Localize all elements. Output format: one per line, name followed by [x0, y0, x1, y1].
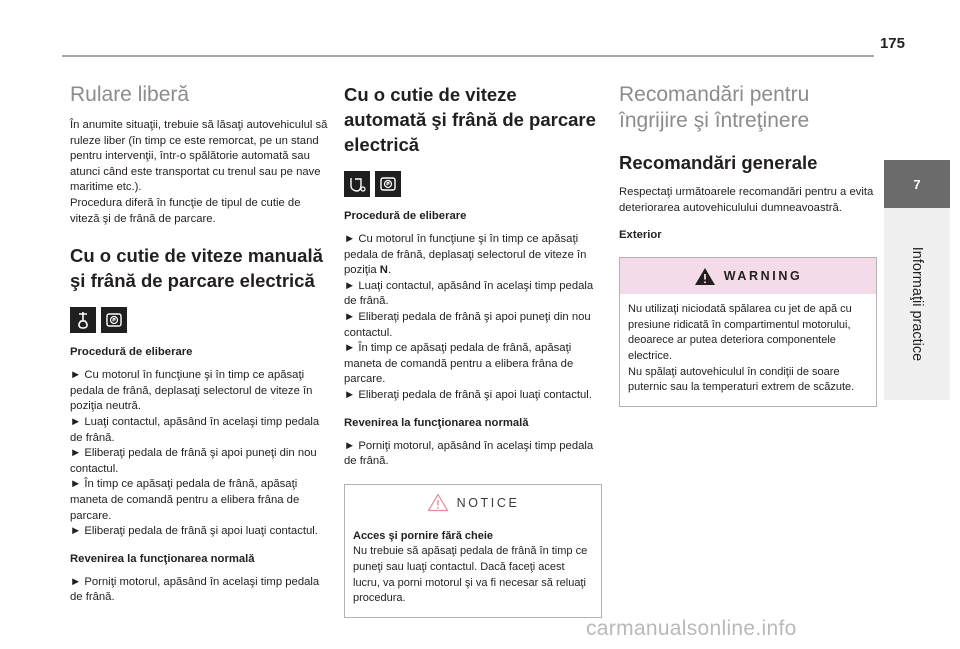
return-steps — [70, 575, 328, 606]
chapter-label-tab — [884, 208, 950, 400]
exterior-title: Exterior — [619, 229, 662, 242]
step: ► Eliberaţi pedala de frână şi apoi puneţi din nou contactul. — [70, 447, 317, 475]
icon-row — [70, 307, 328, 333]
section-title-free-wheeling: Rulare liberă — [70, 83, 190, 106]
automatic-gear-selector-icon — [344, 171, 370, 197]
notice-text: Nu trebuie să apăsaţi pedala de frână în timp ce puneţi sau luaţi contactul. Dacă faceţi acest lucru, va porni motorul şi va fi necesar să reluaţi procedura. — [353, 545, 588, 605]
notice-header — [345, 485, 601, 521]
chapter-label: Informaţii practice — [909, 246, 925, 362]
step — [344, 232, 602, 279]
return-normal-title: Revenirea la funcţionarea normală — [344, 416, 529, 429]
parking-brake-icon — [375, 171, 401, 197]
icon-row — [344, 171, 602, 197]
recommendations-intro: Respectaţi următoarele recomandări pentru a evita deteriorarea autovehiculului dumneavoastră. — [619, 186, 874, 214]
step: ► Eliberaţi pedala de frână şi apoi puneţi din nou contactul. — [344, 310, 591, 339]
column-automatic-gearbox — [344, 82, 602, 618]
step: ► În timp ce apăsaţi pedala de frână, apăsaţi maneta de comandă pentru a elibera frâna de parcare. — [70, 478, 300, 522]
step: ► Porniţi motorul, apăsând în acelaşi timp pedala de frână. — [70, 575, 320, 604]
step: ► Cu motorul în funcţiune şi în timp ce apăsaţi pedala de frână, deplasaţi selectorul de viteze în poziţia neutră. — [70, 369, 313, 413]
notice-body — [345, 521, 601, 617]
warning-text: Nu utilizaţi niciodată spălarea cu jet de apă cu presiune ridicată în compartimentul motorului, deoarece ar putea deteriora componentele electrice. — [628, 303, 852, 362]
header-divider — [62, 55, 874, 57]
chapter-number-tab: 7 — [884, 160, 950, 208]
intro-text: În anumite situaţii, trebuie să lăsaţi autovehiculul să ruleze liber (în timp ce este remorcat, pe un stand pentru intervenţii, într-o spălătorie automată sau atunci când este transportat cu trenul sau pe nave maritime etc.). — [70, 119, 328, 194]
step: ► Porniţi motorul, apăsând în acelaşi timp pedala de frână. — [344, 439, 594, 468]
release-procedure-title: Procedură de eliberare — [344, 210, 467, 222]
step: ► Luaţi contactul, apăsând în acelaşi timp pedala de frână. — [70, 415, 320, 444]
warning-header — [620, 258, 876, 294]
gear-position-n: N — [379, 264, 388, 277]
step: ► Eliberaţi pedala de frână şi apoi luaţi contactul. — [70, 525, 318, 538]
intro-text-2: Procedura diferă în funcţie de tipul de cutie de viteză şi de frână de parcare. — [70, 196, 301, 225]
warning-triangle-icon — [694, 267, 716, 286]
warning-body — [620, 294, 876, 406]
return-steps — [344, 439, 602, 470]
release-steps — [70, 368, 328, 540]
watermark: carmanualsonline.info — [586, 617, 797, 640]
warning-box — [619, 257, 877, 407]
heading-general-recommendations: Recomandări generale — [619, 152, 818, 173]
page-number: 175 — [879, 35, 905, 52]
column-free-wheeling-manual — [70, 82, 328, 606]
notice-title: Acces şi pornire fără cheie — [353, 529, 494, 542]
warning-triangle-icon — [427, 493, 449, 512]
heading-automatic-gearbox: Cu o cutie de viteze automată şi frână de parcare electrică — [344, 84, 596, 155]
return-normal-title: Revenirea la funcţionarea normală — [70, 552, 255, 565]
step-text-end: . — [387, 264, 392, 277]
release-procedure-title: Procedură de eliberare — [70, 346, 193, 359]
step: ► În timp ce apăsaţi pedala de frână, apăsaţi maneta de comandă pentru a elibera frâna de parcare. — [344, 342, 574, 386]
warning-text-2: Nu spălaţi autovehiculul în condiţii de soare puternic sau la temperaturi extrem de scăzute. — [628, 365, 855, 394]
column-care-recommendations — [619, 82, 877, 407]
notice-label: NOTICE — [456, 495, 520, 510]
warning-label: WARNING — [723, 269, 803, 284]
section-title-care: Recomandări pentru îngrijire şi întreţinere — [619, 83, 810, 132]
notice-box — [344, 484, 602, 618]
step: ► Luaţi contactul, apăsând în acelaşi timp pedala de frână. — [344, 279, 594, 308]
parking-brake-icon — [101, 307, 127, 333]
step-text: ► Cu motorul în funcţiune şi în timp ce apăsaţi pedala de frână, deplasaţi selectorul de viteze în poziţia — [344, 233, 587, 277]
manual-gear-lever-icon — [70, 307, 96, 333]
heading-manual-gearbox: Cu o cutie de viteze manuală şi frână de parcare electrică — [70, 245, 323, 292]
step: ► Eliberaţi pedala de frână şi apoi luaţi contactul. — [344, 388, 592, 401]
release-steps — [344, 232, 602, 404]
